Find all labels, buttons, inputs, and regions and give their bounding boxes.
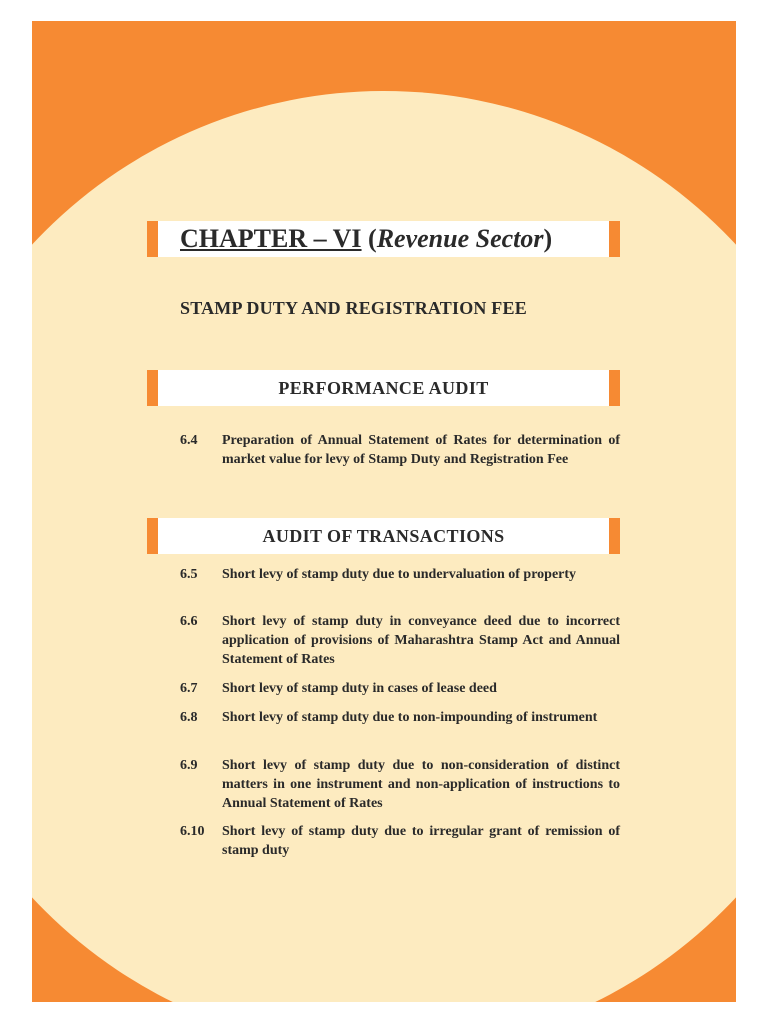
item-number: 6.4 — [180, 433, 198, 448]
chapter-title — [180, 224, 552, 254]
item-text: Short levy of stamp duty due to irregular grant of remission of stamp duty — [222, 824, 620, 858]
item-text: Short levy of stamp duty in cases of lease deed — [222, 681, 497, 696]
list-item — [180, 612, 620, 669]
right-accent-tab — [609, 221, 620, 257]
chapter-label: CHAPTER – VI — [180, 224, 362, 253]
list-item — [180, 565, 620, 584]
left-accent-tab — [147, 221, 158, 257]
right-accent-tab — [609, 518, 620, 554]
item-number: 6.9 — [180, 758, 198, 773]
item-number: 6.10 — [180, 824, 205, 839]
chapter-title-bar — [147, 221, 620, 257]
section-title: STAMP DUTY AND REGISTRATION FEE — [180, 298, 527, 318]
item-number: 6.7 — [180, 681, 198, 696]
item-number: 6.8 — [180, 710, 198, 725]
performance-audit-bar — [147, 370, 620, 406]
open-paren: ( — [368, 224, 377, 253]
item-number: 6.5 — [180, 567, 198, 582]
left-accent-tab — [147, 370, 158, 406]
performance-audit-heading: PERFORMANCE AUDIT — [278, 377, 489, 398]
item-number: 6.6 — [180, 614, 198, 629]
left-accent-tab — [147, 518, 158, 554]
list-item — [180, 431, 620, 469]
audit-of-transactions-bar — [147, 518, 620, 554]
item-text: Short levy of stamp duty due to non-consideration of distinct matters in one instrument and non-application of instructions to Annual Statement of Rates — [222, 758, 620, 811]
item-text: Short levy of stamp duty in conveyance deed due to incorrect application of provisions of Maharashtra Stamp Act and Annual Statement of Rates — [222, 614, 620, 667]
list-item — [180, 756, 620, 813]
close-paren: ) — [543, 224, 553, 253]
list-item — [180, 679, 620, 698]
audit-of-transactions-heading: AUDIT OF TRANSACTIONS — [262, 525, 505, 546]
item-text: Short levy of stamp duty due to non-impounding of instrument — [222, 710, 598, 725]
item-text: Preparation of Annual Statement of Rates for determination of market value for levy of Stamp Duty and Registration Fee — [222, 433, 620, 467]
list-item — [180, 708, 620, 727]
right-accent-tab — [609, 370, 620, 406]
item-text: Short levy of stamp duty due to undervaluation of property — [222, 567, 577, 582]
list-item — [180, 822, 620, 860]
chapter-sector: Revenue Sector — [376, 224, 544, 253]
